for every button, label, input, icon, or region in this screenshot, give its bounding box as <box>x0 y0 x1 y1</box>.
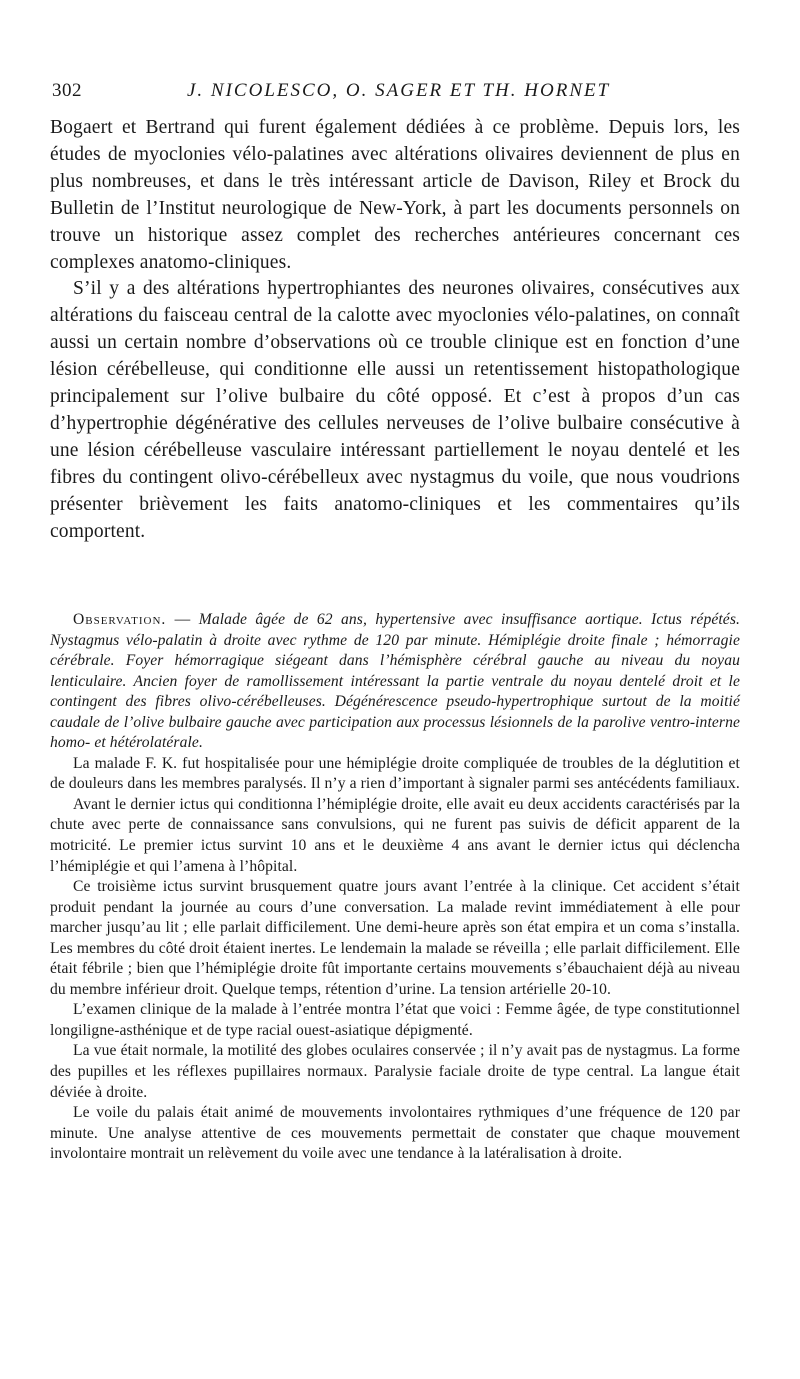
observation-summary-text: Malade âgée de 62 ans, hypertensive avec insuffisance aortique. Ictus répétés. Nystagmus vélo-palatin à droite avec rythme de 120 par minute. Hémiplégie droite finale ; hémorragie cérébrale. Foyer hémorragique siégeant dans l’hémisphère cérébral gauche au niveau du noyau lenticulaire. Ancien foyer de ramollissement intéressant la partie ventrale du noyau dentelé droit et le contingent des fibres olivo-cérébelleuses. Dégénérescence pseudo-hypertrophique surtout de la moitié caudale de l’olive bulbaire gauche avec participation aux processus lésionnels de la parolive ventro-interne homo- et hétérolatérale. <box>50 611 740 752</box>
observation-paragraph: L’examen clinique de la malade à l’entrée montra l’état que voici : Femme âgée, de type constitutionnel longiligne-asthénique et de type racial ouest-asiatique dépigmenté. <box>50 1001 740 1039</box>
page-number: 302 <box>52 80 82 101</box>
observation-label: Observation. <box>73 611 167 628</box>
observation-paragraph: La malade F. K. fut hospitalisée pour une hémiplégie droite compliquée de troubles de la déglutition et de douleurs dans les membres paralysés. Il n’y a rien d’important à signaler parmi ses antécédents familiaux. <box>50 754 740 793</box>
observation-paragraph: Ce troisième ictus survint brusquement quatre jours avant l’entrée à la clinique. Cet accident s’était produit pendant la journée au cours d’une conversation. La malade revint immédiatement à elle pour marcher jusqu’au lit ; elle parlait difficilement. Une demi-heure après son état empira et un coma s’installa. Les membres du côté droit étaient inertes. Le lendemain la malade se réveilla ; elle parlait difficilement. Elle était fébrile ; bien que l’hémiplégie droite fût importante certains mouvements s’ébauchaient déjà au niveau du membre inférieur droit. Quelque temps, rétention d’urine. La tension artérielle 20-10. <box>50 878 740 998</box>
running-title: J. NICOLESCO, O. SAGER ET TH. HORNET <box>187 80 611 101</box>
intro-paragraph-1: Bogaert et Bertrand qui furent également dédiées à ce problème. Depuis lors, les études de myoclonies vélo-palatines avec altérations olivaires deviennent de plus en plus nombreuses, et dans le très intéressant article de Davison, Riley et Brock du Bulletin de l’Institut neurologique de New-York, à part les documents personnels on trouve un historique assez complet des recherches antérieures concernant ces complexes anatomo-cliniques. <box>50 117 740 273</box>
observation-paragraph: Le voile du palais était animé de mouvements involontaires rythmiques d’une fréquence de 120 par minute. Une analyse attentive de ces mouvements permettait de constater que chaque mouvement involontaire montrait un relèvement du voile avec une tendance à la latéralisation à droite. <box>50 1104 740 1163</box>
observation-summary <box>50 610 740 754</box>
intro-section <box>50 115 740 546</box>
observation-paragraph: La vue était normale, la motilité des globes oculaires conservée ; il n’y avait pas de nystagmus. La forme des pupilles et les réflexes pupillaires normaux. Paralysie faciale droite de type central. La langue était déviée à droite. <box>50 1042 740 1101</box>
observation-dash: — <box>166 611 199 628</box>
observation-section <box>50 610 740 1165</box>
observation-paragraph: Avant le dernier ictus qui conditionna l’hémiplégie droite, elle avait eu deux accidents caractérisés par la chute avec perte de connaissance sans convulsions, qui ne furent pas suivis de déficit apparent de la motricité. Le premier ictus survint 10 ans et le deuxième 4 ans avant le dernier ictus qui déclencha l’hémiplégie et qui l’amena à l’hôpital. <box>50 795 740 875</box>
intro-paragraph-2: S’il y a des altérations hypertrophiantes des neurones olivaires, consécutives aux altérations du faisceau central de la calotte avec myoclonies vélo-palatines, on connaît aussi un certain nombre d’observations où ce trouble clinique est en fonction d’une lésion cérébelleuse, qui conditionne elle aussi un retentissement histopathologique principalement sur l’olive bulbaire du côté opposé. Et c’est à propos d’un cas d’hypertrophie dégénérative des cellules nerveuses de l’olive bulbaire consécutive à une lésion cérébelleuse vasculaire intéressant partiellement le noyau dentelé et les fibres du contingent olivo-cérébelleux avec nystagmus du voile, que nous voudrions présenter brièvement les faits anatomo-cliniques et les commentaires qu’ils comportent. <box>50 278 740 542</box>
